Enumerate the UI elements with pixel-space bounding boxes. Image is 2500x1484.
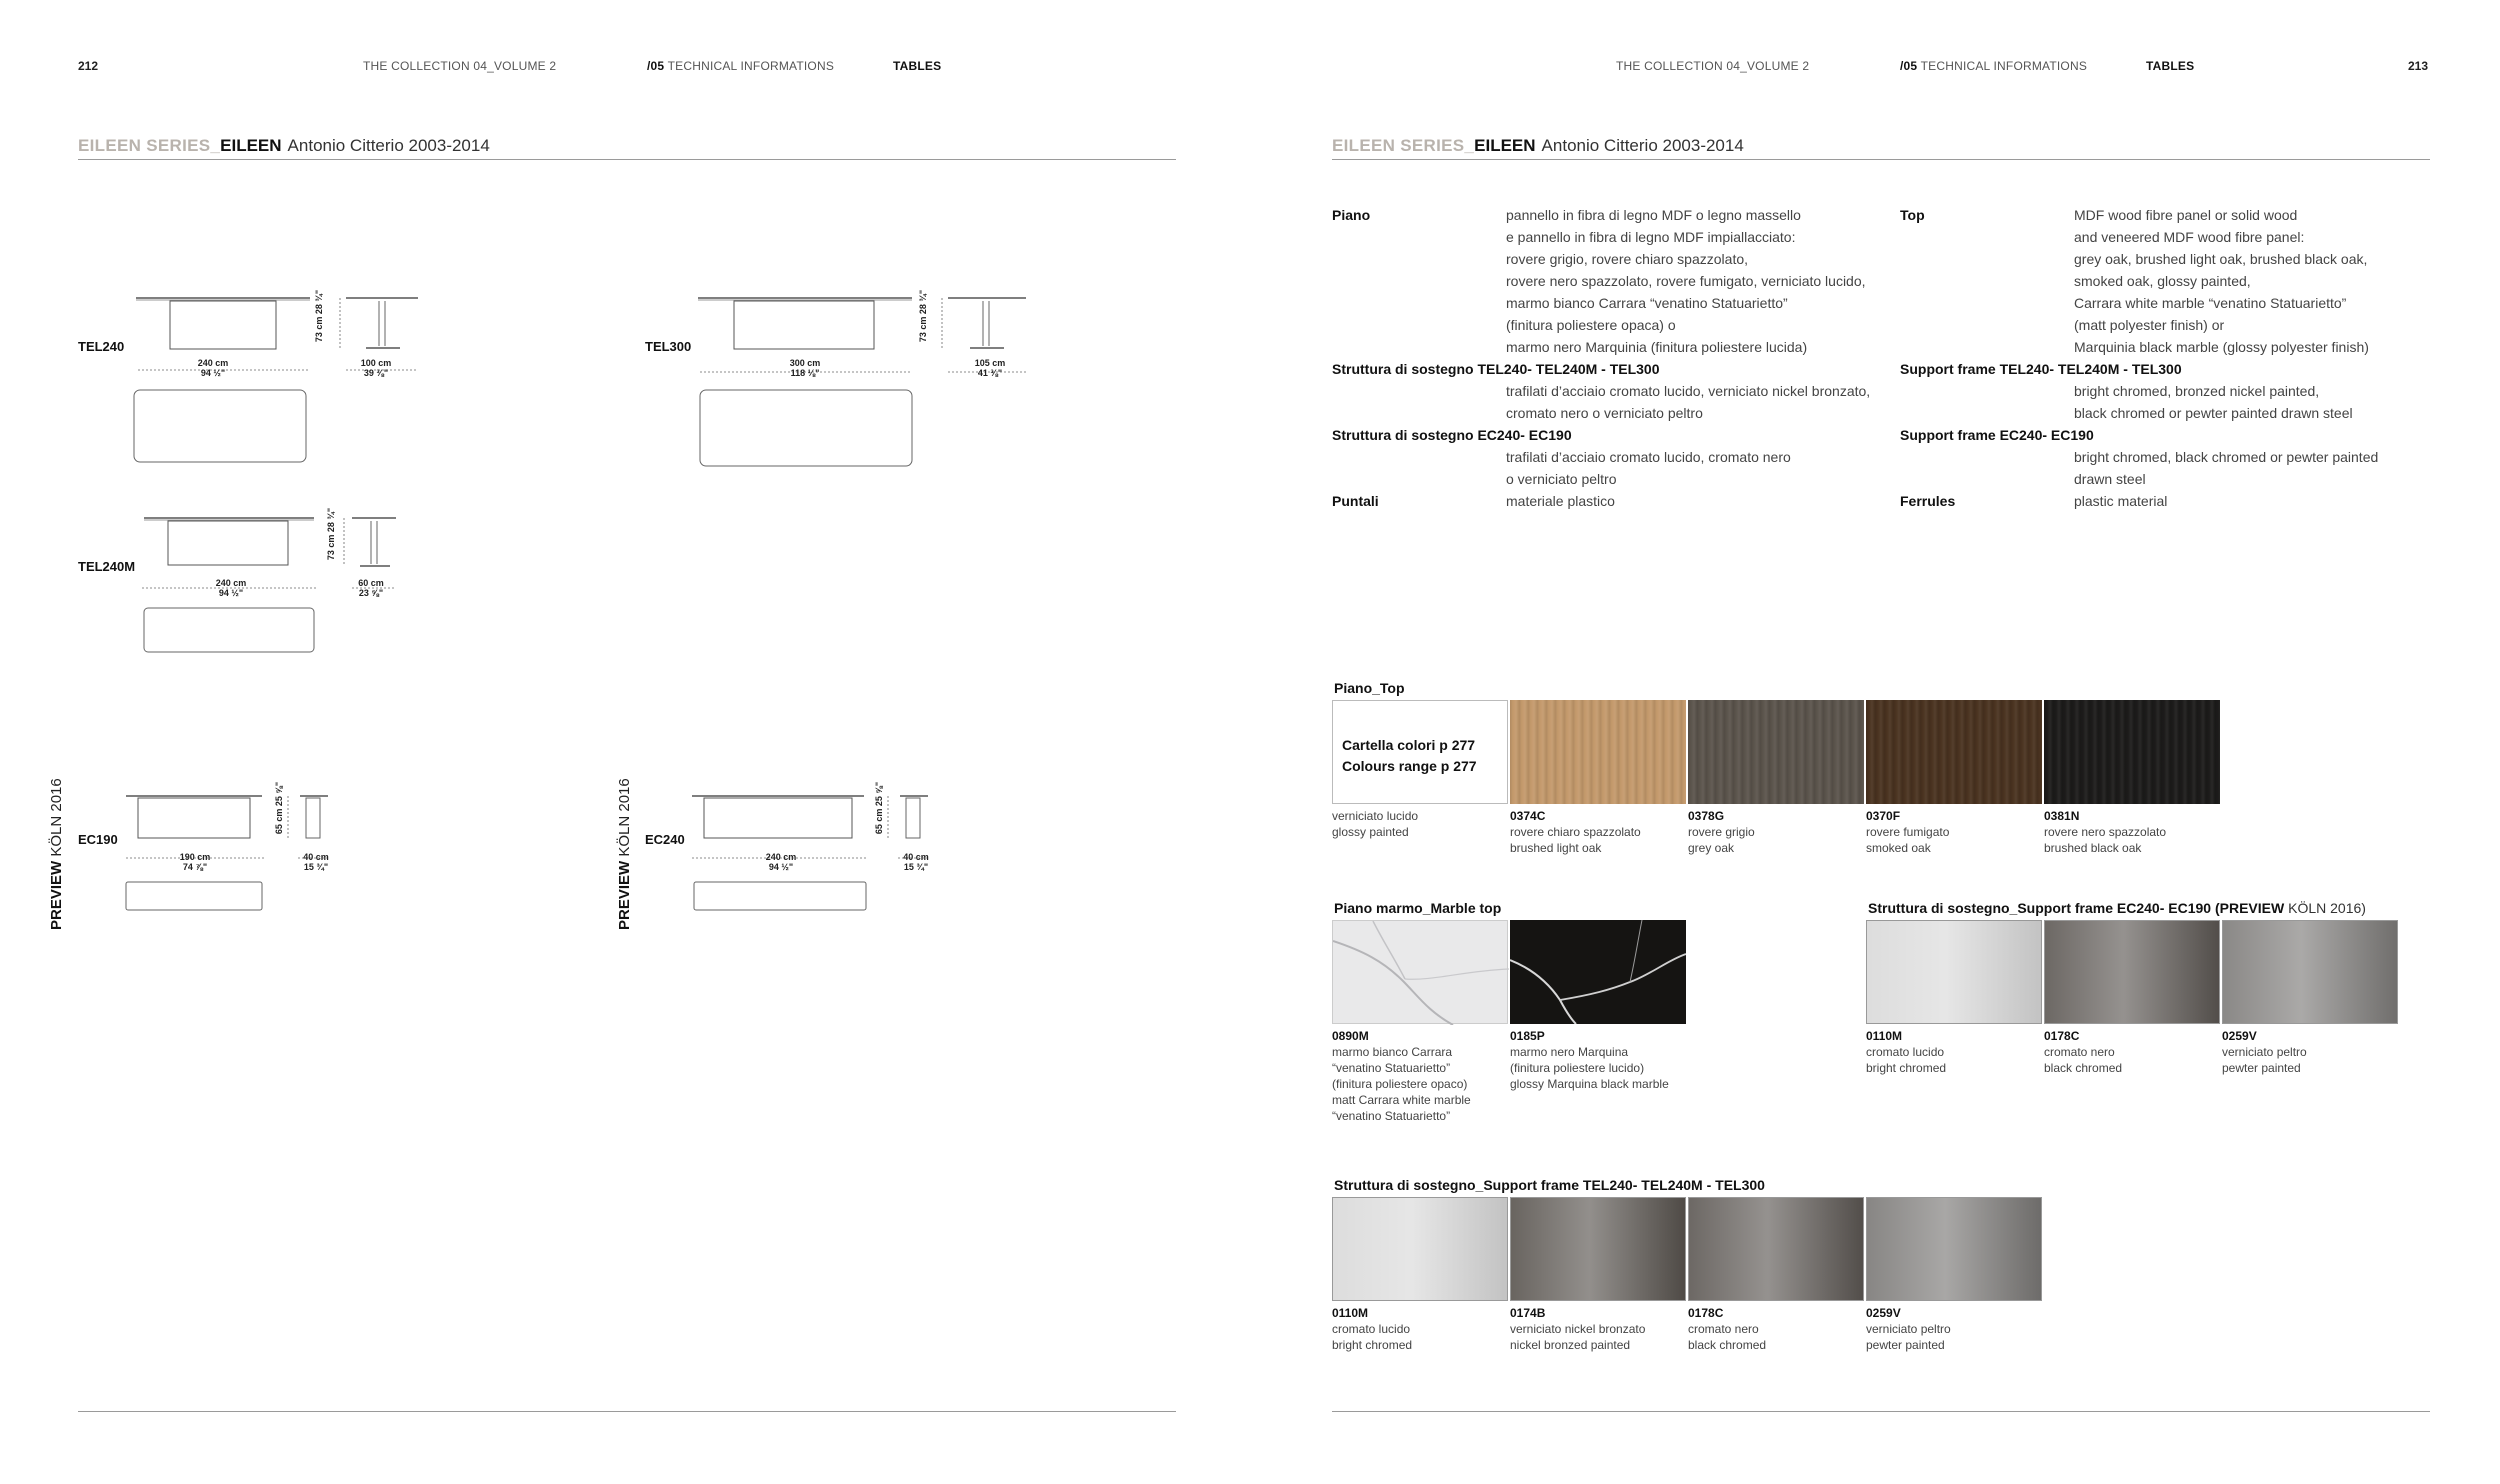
caption-line: marmo bianco Carrara [1332, 1045, 1453, 1059]
tel300-height-cm: 73 cm [918, 316, 928, 343]
caption-en: bright chromed [1866, 1061, 1947, 1075]
ec190-height-in: 25 ⅝" [274, 781, 284, 807]
spec-line: smoked oak, glossy painted, [2074, 273, 2251, 289]
tel240-length-cm: 240 cm [197, 358, 229, 368]
caption-0185p [1510, 1028, 1686, 1092]
tel240m-height-cm: 73 cm [326, 534, 336, 561]
caption-0381n [2044, 808, 2220, 856]
caption-en: glossy painted [1332, 825, 1409, 839]
top-swatch-row [1332, 700, 2224, 804]
white-marble-veins [1333, 921, 1509, 1025]
caption-code: 0178C [2044, 1029, 2080, 1043]
caption-ec-0178c [2044, 1028, 2220, 1076]
spec-it-frame-ec [1332, 424, 1892, 490]
swatch-ec-0110m [1866, 920, 2042, 1024]
caption-en: black chromed [2044, 1061, 2123, 1075]
caption-code: 0381N [2044, 809, 2080, 823]
tel240-height-in: 28 ¾" [314, 289, 324, 315]
tel240m-length [196, 578, 266, 598]
caption-line: glossy Marquina black marble [1510, 1077, 1669, 1091]
left-preview-text: KÖLN 2016 [48, 778, 65, 857]
spec-line: marmo nero Marquinia (finitura poliestere lucida) [1506, 339, 1808, 355]
right-page-title [1332, 136, 1744, 156]
tel240-depth-cm: 100 cm [360, 358, 392, 368]
ec240-depth-in: 15 ¾" [903, 862, 929, 872]
spec-line: o verniciato peltro [1506, 471, 1617, 487]
right-page-number: 213 [2408, 59, 2429, 73]
right-section-num: /05 [1900, 59, 1918, 73]
ec240-length [746, 852, 816, 872]
right-bottom-rule [1332, 1411, 2430, 1412]
colour-range-box [1332, 700, 1508, 804]
tel300-depth-cm: 105 cm [974, 358, 1006, 368]
tel240-length-in: 94 ½" [200, 368, 226, 378]
left-section-name: TECHNICAL INFORMATIONS [667, 59, 835, 73]
tel300-length [770, 358, 840, 378]
spec-line: drawn steel [2074, 471, 2146, 487]
ec240-depth [896, 852, 936, 872]
tel300-depth-in: 41 ⅜" [977, 368, 1003, 378]
caption-line: “venatino Statuarietto” [1332, 1109, 1451, 1123]
product-label-ec240: EC240 [645, 832, 685, 847]
swatch-tel-0178c [1688, 1197, 1864, 1301]
spec-line: Marquinia black marble (glossy polyester finish) [2074, 339, 2369, 355]
left-collection-label: THE COLLECTION 04_VOLUME 2 [363, 59, 557, 73]
caption-it: verniciato lucido [1332, 809, 1419, 823]
caption-0890m [1332, 1028, 1508, 1124]
tel240-drawing [128, 290, 438, 470]
caption-it: rovere grigio [1688, 825, 1755, 839]
spec-key: Top [1900, 207, 1925, 223]
spec-it-piano [1332, 204, 1892, 358]
ec190-length-in: 74 ⅞" [182, 862, 208, 872]
spec-value [2074, 446, 2378, 490]
caption-it: rovere nero spazzolato [2044, 825, 2167, 839]
left-title-series: EILEEN SERIES_ [78, 136, 221, 155]
caption-tel-0259v [1866, 1305, 2042, 1353]
colour-range-line2: Colours range p 277 [1342, 758, 1477, 774]
left-bottom-rule [78, 1411, 1176, 1412]
spec-value [1506, 380, 1870, 424]
caption-code: 0178C [1688, 1306, 1724, 1320]
spec-key: Ferrules [1900, 493, 1956, 509]
spec-key: Support frame EC240- EC190 [1900, 427, 2094, 443]
caption-line: matt Carrara white marble [1332, 1093, 1471, 1107]
marble-section-title: Piano marmo_Marble top [1334, 900, 1502, 916]
spec-line: grey oak, brushed light oak, brushed black oak, [2074, 251, 2368, 267]
caption-it: verniciato nickel bronzato [1510, 1322, 1646, 1336]
left-category-text: TABLES [893, 59, 942, 73]
spec-en-ferrules [1900, 490, 2430, 512]
left-section-label [647, 59, 834, 73]
tel300-length-in: 118 ⅛" [790, 368, 820, 378]
right-collection-label: THE COLLECTION 04_VOLUME 2 [1616, 59, 1810, 73]
left-title-name: EILEEN [220, 136, 282, 155]
product-label-tel240m: TEL240M [78, 559, 136, 574]
tel240-length [178, 358, 248, 378]
marble-captions [1332, 1028, 1692, 1128]
spec-line: cromato nero o verniciato peltro [1506, 405, 1703, 421]
tel300-height-in: 28 ¾" [918, 289, 928, 315]
caption-glossy [1332, 808, 1508, 840]
frame-tel-swatch-row [1332, 1197, 2052, 1301]
caption-en: brushed light oak [1510, 841, 1602, 855]
product-label-tel300: TEL300 [645, 339, 692, 354]
caption-0370f [1866, 808, 2042, 856]
spec-line: (matt polyester finish) or [2074, 317, 2225, 333]
spec-line: bright chromed, bronzed nickel painted, [2074, 383, 2320, 399]
caption-code: 0890M [1332, 1029, 1369, 1043]
caption-it: cromato nero [2044, 1045, 2115, 1059]
swatch-0370f [1866, 700, 2042, 804]
swatch-0185p [1510, 920, 1686, 1024]
caption-code: 0110M [1866, 1029, 1903, 1043]
tel240m-length-in: 94 ½" [218, 588, 244, 598]
swatch-tel-0259v [1866, 1197, 2042, 1301]
swatch-0890m [1332, 920, 1508, 1024]
caption-code: 0185P [1510, 1029, 1545, 1043]
ec240-height-cm: 65 cm [874, 808, 884, 835]
spec-line: marmo bianco Carrara “venatino Statuarietto” [1506, 295, 1788, 311]
tel240m-height [326, 504, 336, 564]
spec-line: rovere grigio, rovere chiaro spazzolato, [1506, 251, 1749, 267]
spec-key: Puntali [1332, 493, 1379, 509]
ec240-height-in: 25 ⅝" [874, 781, 884, 807]
frame-tel-captions [1332, 1305, 2052, 1355]
right-section-label [1900, 59, 2087, 73]
spec-key: Support frame TEL240- TEL240M - TEL300 [1900, 361, 2182, 377]
caption-en: bright chromed [1332, 1338, 1413, 1352]
caption-line: (finitura poliestere lucido) [1510, 1061, 1645, 1075]
tel300-height [918, 286, 928, 346]
right-title-rule [1332, 159, 2430, 160]
swatch-tel-0174b [1510, 1197, 1686, 1301]
caption-it: cromato lucido [1866, 1045, 1945, 1059]
caption-code: 0259V [2222, 1029, 2257, 1043]
caption-code: 0378G [1688, 809, 1725, 823]
spec-line: plastic material [2074, 493, 2168, 509]
caption-ec-0110m [1866, 1028, 2042, 1076]
left-preview-bold-2: PREVIEW [616, 860, 633, 930]
spec-key: Struttura di sostegno TEL240- TEL240M - TEL300 [1332, 361, 1660, 377]
swatch-0378g [1688, 700, 1864, 804]
caption-en: pewter painted [1866, 1338, 1945, 1352]
left-title-rule [78, 159, 1176, 160]
ec240-depth-cm: 40 cm [903, 852, 929, 862]
right-category-text: TABLES [2146, 59, 2195, 73]
swatch-0381n [2044, 700, 2220, 804]
right-title-name: EILEEN [1474, 136, 1536, 155]
ec190-length [160, 852, 230, 872]
caption-tel-0178c [1688, 1305, 1864, 1353]
spec-en-top [1900, 204, 2430, 358]
left-preview-text-2: KÖLN 2016 [616, 778, 633, 857]
ec190-length-cm: 190 cm [179, 852, 211, 862]
frame-ec-title-thin: KÖLN 2016) [2288, 900, 2366, 916]
tel240m-length-cm: 240 cm [215, 578, 247, 588]
frame-tel-section-title: Struttura di sostegno_Support frame TEL240- TEL240M - TEL300 [1334, 1177, 1765, 1193]
right-section-name: TECHNICAL INFORMATIONS [1920, 59, 2088, 73]
left-page-title [78, 136, 490, 156]
caption-en: pewter painted [2222, 1061, 2301, 1075]
spec-line: rovere nero spazzolato, rovere fumigato, verniciato lucido, [1506, 273, 1866, 289]
tel240m-depth [346, 578, 396, 598]
caption-it: rovere chiaro spazzolato [1510, 825, 1641, 839]
ec190-height-cm: 65 cm [274, 808, 284, 835]
caption-line: (finitura poliestere opaco) [1332, 1077, 1468, 1091]
caption-en: nickel bronzed painted [1510, 1338, 1631, 1352]
right-title-series: EILEEN SERIES_ [1332, 136, 1475, 155]
caption-en: black chromed [1688, 1338, 1767, 1352]
spec-key: Struttura di sostegno EC240- EC190 [1332, 427, 1572, 443]
spec-value [2074, 490, 2167, 512]
spec-value [2074, 204, 2369, 358]
caption-line: “venatino Statuarietto” [1332, 1061, 1451, 1075]
spec-it-frame-tel [1332, 358, 1892, 424]
caption-code: 0259V [1866, 1306, 1901, 1320]
ec190-depth-in: 15 ¾" [303, 862, 329, 872]
spec-value [1506, 204, 1866, 358]
marble-swatch-row [1332, 920, 1692, 1024]
left-category-label [893, 59, 941, 73]
caption-it: cromato nero [1688, 1322, 1759, 1336]
tel240m-depth-cm: 60 cm [358, 578, 384, 588]
colour-range-line1: Cartella colori p 277 [1342, 737, 1476, 753]
tel240-height [314, 286, 324, 346]
spec-line: Carrara white marble “venatino Statuarietto” [2074, 295, 2347, 311]
swatch-tel-0110m [1332, 1197, 1508, 1301]
left-title-designer: Antonio Citterio 2003-2014 [287, 136, 490, 155]
tel240m-height-in: 28 ¾" [326, 507, 336, 533]
tel240-depth-in: 39 ⅜" [363, 368, 389, 378]
frame-ec-title-text: Struttura di sostegno_Support frame EC240- EC190 ( [1868, 900, 2220, 916]
left-preview-bold: PREVIEW [48, 860, 65, 930]
frame-ec-title-bold: PREVIEW [2219, 900, 2285, 916]
spec-line: and veneered MDF wood fibre panel: [2074, 229, 2305, 245]
caption-code: 0370F [1866, 809, 1901, 823]
specs-english [1900, 204, 2430, 512]
top-captions [1332, 808, 2232, 858]
left-preview-label-2 [616, 778, 633, 930]
ec190-height [274, 780, 284, 836]
left-page-number: 212 [78, 59, 99, 73]
spec-it-puntali [1332, 490, 1892, 512]
spec-line: materiale plastico [1506, 493, 1615, 509]
caption-en: smoked oak [1866, 841, 1931, 855]
frame-ec-captions [1866, 1028, 2406, 1078]
ec240-length-cm: 240 cm [765, 852, 797, 862]
product-label-ec190: EC190 [78, 832, 118, 847]
black-marble-veins [1510, 920, 1686, 1024]
ec240-length-in: 94 ½" [768, 862, 794, 872]
tel300-depth [960, 358, 1020, 378]
caption-it: verniciato peltro [1866, 1322, 1951, 1336]
ec190-depth [296, 852, 336, 872]
spec-line: black chromed or pewter painted drawn steel [2074, 405, 2353, 421]
spec-line: (finitura poliestere opaca) o [1506, 317, 1676, 333]
right-title-designer: Antonio Citterio 2003-2014 [1541, 136, 1744, 155]
spec-value [1506, 446, 1791, 490]
caption-code: 0110M [1332, 1306, 1369, 1320]
tel300-drawing [690, 290, 1040, 470]
left-preview-label [48, 778, 65, 930]
swatch-ec-0178c [2044, 920, 2220, 1024]
spec-line: MDF wood fibre panel or solid wood [2074, 207, 2298, 223]
tel240-depth [346, 358, 406, 378]
ec190-depth-cm: 40 cm [303, 852, 329, 862]
right-category-label [2146, 59, 2194, 73]
spec-line: bright chromed, black chromed or pewter painted [2074, 449, 2379, 465]
spec-value [1506, 490, 1615, 512]
spec-en-frame-tel [1900, 358, 2430, 424]
caption-0374c [1510, 808, 1686, 856]
frame-ec-section-title [1868, 900, 2366, 916]
tel240-height-cm: 73 cm [314, 316, 324, 343]
product-label-tel240: TEL240 [78, 339, 125, 354]
top-section-title: Piano_Top [1334, 680, 1405, 696]
swatch-0374c [1510, 700, 1686, 804]
left-section-num: /05 [647, 59, 665, 73]
spec-line: pannello in fibra di legno MDF o legno massello [1506, 207, 1801, 223]
caption-0378g [1688, 808, 1864, 856]
swatch-ec-0259v [2222, 920, 2398, 1024]
tel300-length-cm: 300 cm [789, 358, 821, 368]
spec-line: e pannello in fibra di legno MDF impiallacciato: [1506, 229, 1796, 245]
spec-line: trafilati d’acciaio cromato lucido, cromato nero [1506, 449, 1791, 465]
caption-it: verniciato peltro [2222, 1045, 2307, 1059]
caption-it: cromato lucido [1332, 1322, 1411, 1336]
spec-key: Piano [1332, 207, 1371, 223]
caption-tel-0174b [1510, 1305, 1686, 1353]
caption-ec-0259v [2222, 1028, 2398, 1076]
frame-ec-swatch-row [1866, 920, 2406, 1024]
caption-code: 0174B [1510, 1306, 1546, 1320]
specs-italian [1332, 204, 1892, 512]
tel240m-depth-in: 23 ⅝" [358, 588, 384, 598]
caption-it: rovere fumigato [1866, 825, 1950, 839]
caption-en: brushed black oak [2044, 841, 2142, 855]
caption-tel-0110m [1332, 1305, 1508, 1353]
spec-line: trafilati d’acciaio cromato lucido, verniciato nickel bronzato, [1506, 383, 1871, 399]
spec-value [2074, 380, 2353, 424]
caption-line: marmo nero Marquina [1510, 1045, 1629, 1059]
ec240-height [874, 780, 884, 836]
caption-code: 0374C [1510, 809, 1546, 823]
spec-en-frame-ec [1900, 424, 2430, 490]
caption-en: grey oak [1688, 841, 1735, 855]
